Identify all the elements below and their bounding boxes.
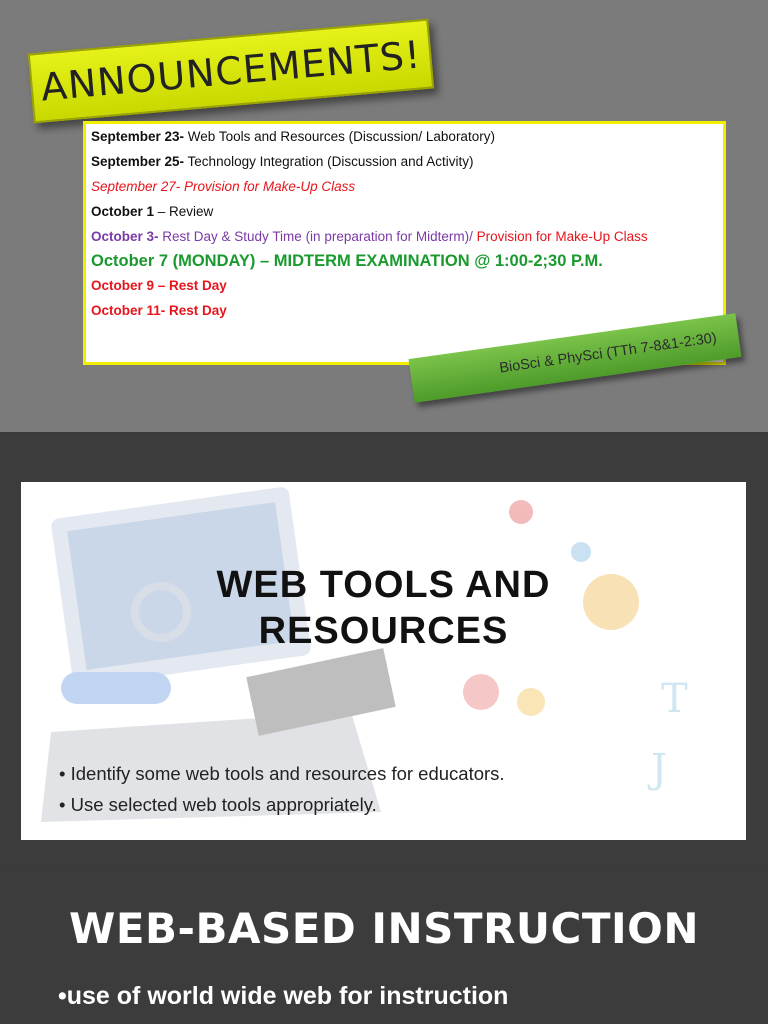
announcement-date: October 1 [91, 204, 155, 219]
web-tools-card [21, 482, 746, 840]
midterm-row: October 7 (MONDAY) – MIDTERM EXAMINATION @ 1:00-2;30 P.M. [91, 252, 603, 270]
web-tools-title [21, 562, 746, 654]
announcement-row [91, 228, 717, 245]
web-tools-slide [0, 434, 768, 866]
announcements-banner [28, 19, 435, 124]
objective-item: • Use selected web tools appropriately. [59, 789, 505, 820]
announcement-row [91, 203, 717, 221]
announcement-row: October 11- Rest Day [91, 303, 227, 318]
announcement-row [91, 153, 717, 171]
announcements-slide [0, 0, 768, 432]
objectives-list [59, 758, 505, 820]
announcement-text: Technology Integration (Discussion and Activity) [184, 154, 474, 169]
class-banner-text: BioSci & PhySci (TTh 7-8&1-2:30) [498, 330, 718, 377]
announcement-text: Web Tools and Resources (Discussion/ Laboratory) [184, 129, 495, 144]
svg-text:T: T [661, 676, 688, 722]
announcement-date: September 25- [91, 154, 185, 169]
announcement-row: October 9 – Rest Day [91, 278, 227, 293]
announcement-text-extra: Provision for Make-Up Class [476, 229, 648, 244]
announcements-title: ANNOUNCEMENTS! [39, 32, 423, 110]
wbi-bullet: •use of world wide web for instruction [58, 982, 509, 1010]
announcement-row: September 27- Provision for Make-Up Class [91, 179, 356, 194]
announcement-date: September 23- [91, 129, 185, 144]
wbi-title: WEB-BASED INSTRUCTION [69, 904, 699, 953]
title-line: RESOURCES [258, 610, 509, 652]
title-line: WEB TOOLS AND [216, 564, 551, 606]
svg-text:J: J [651, 746, 668, 792]
objective-item: • Identify some web tools and resources for educators. [59, 758, 505, 789]
announcement-text: – Review [154, 204, 214, 219]
announcement-row [91, 128, 717, 146]
announcement-text: Rest Day & Study Time (in preparation for Midterm)/ [158, 229, 477, 244]
web-based-instruction-slide [0, 868, 768, 1024]
announcement-date: October 3- [91, 229, 159, 244]
